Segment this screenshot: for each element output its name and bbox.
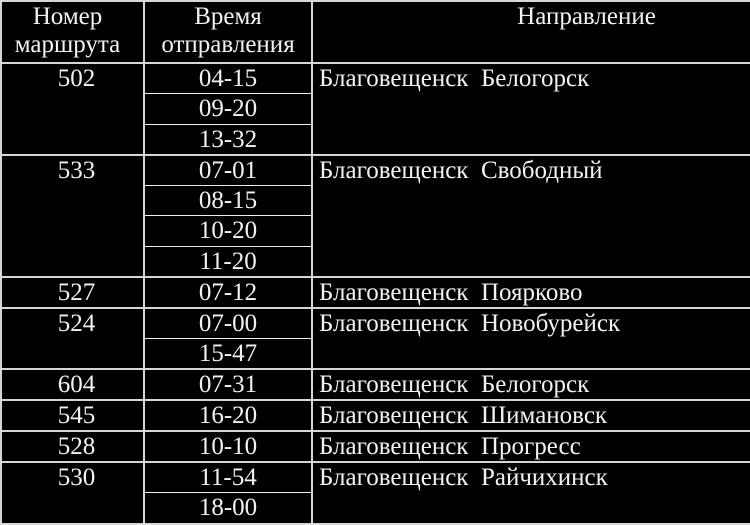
direction-cell: Благовещенск Райчихинск [312, 462, 750, 523]
route-number-cell: 527 [1, 277, 144, 308]
departure-time-cell: 07-31 [144, 369, 312, 400]
departure-time-cell: 04-15 [144, 63, 312, 94]
departure-time-cell: 07-01 [144, 155, 312, 186]
route-number-cell: 502 [1, 63, 144, 155]
direction-cell: Благовещенск Поярково [312, 277, 750, 308]
table-row [1, 277, 750, 308]
route-number-cell: 604 [1, 369, 144, 400]
header-departure-time: Время отправления [144, 1, 312, 63]
header-row [1, 1, 750, 63]
departure-time-cell: 08-15 [144, 185, 312, 216]
departure-time-cell: 09-20 [144, 94, 312, 125]
header-direction: Направление [312, 1, 750, 63]
departure-time-cell: 10-10 [144, 431, 312, 462]
direction-cell: Благовещенск Белогорск [312, 369, 750, 400]
table-row [1, 431, 750, 462]
direction-cell: Благовещенск Шимановск [312, 400, 750, 431]
route-number-cell: 524 [1, 308, 144, 369]
departure-time-cell: 07-12 [144, 277, 312, 308]
departure-time-cell: 07-00 [144, 308, 312, 339]
departure-time-cell: 11-54 [144, 462, 312, 493]
table-row [1, 155, 750, 186]
departure-time-cell: 18-00 [144, 493, 312, 524]
direction-cell: Благовещенск Новобурейск [312, 308, 750, 369]
table-row [1, 462, 750, 493]
departure-time-cell: 11-20 [144, 247, 312, 278]
route-number-cell: 530 [1, 462, 144, 523]
table-row [1, 369, 750, 400]
departure-time-cell: 13-32 [144, 124, 312, 155]
direction-cell: Благовещенск Прогресс [312, 431, 750, 462]
header-route-number: Номер маршрута [1, 1, 144, 63]
table-body [1, 63, 750, 524]
departure-time-cell: 15-47 [144, 339, 312, 370]
direction-cell: Благовещенск Белогорск [312, 63, 750, 155]
table-header [1, 1, 750, 63]
direction-cell: Благовещенск Свободный [312, 155, 750, 277]
route-number-cell: 545 [1, 400, 144, 431]
route-number-cell: 533 [1, 155, 144, 277]
table-row [1, 400, 750, 431]
table-row [1, 308, 750, 339]
table-row [1, 63, 750, 94]
departure-time-cell: 16-20 [144, 400, 312, 431]
departure-time-cell: 10-20 [144, 216, 312, 247]
route-number-cell: 528 [1, 431, 144, 462]
